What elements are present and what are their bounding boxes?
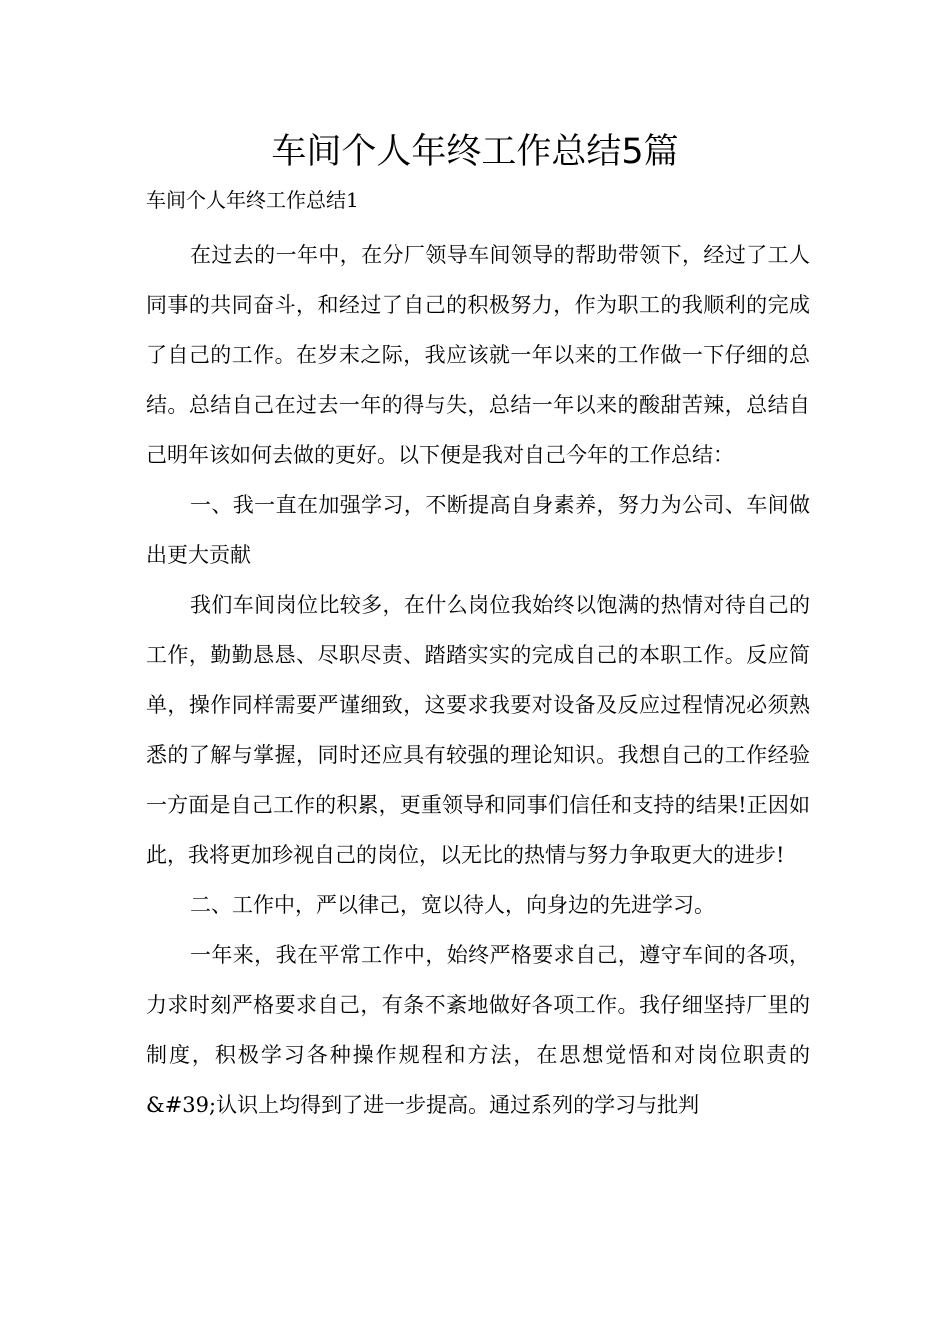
paragraph-heading-1: 一、我一直在加强学习，不断提高自身素养，努力为公司、车间做出更大贡献 bbox=[146, 493, 810, 567]
document-title: 车间个人年终工作总结5篇 bbox=[271, 132, 679, 172]
document-body bbox=[146, 230, 810, 1130]
paragraph-discipline: 一年来，我在平常工作中，始终严格要求自己，遵守车间的各项，力求时刻严格要求自己，有条不紊地做好各项工作。我仔细坚持厂里的制度，积极学习各种操作规程和方法，在思想觉悟和对岗位职责的&#39;认识上均得到了进一步提高。通过系列的学习与批判 bbox=[146, 943, 810, 1117]
section-subtitle: 车间个人年终工作总结1 bbox=[146, 188, 359, 212]
paragraph-intro: 在过去的一年中，在分厂领导车间领导的帮助带领下，经过了工人同事的共同奋斗，和经过了自己的积极努力，作为职工的我顺利的完成了自己的工作。在岁末之际，我应该就一年以来的工作做一下仔细的总结。总结自己在过去一年的得与失，总结一年以来的酸甜苦辣，总结自己明年该如何去做的更好。以下便是我对自己今年的工作总结： bbox=[146, 243, 810, 467]
paragraph-work-attitude: 我们车间岗位比较多，在什么岗位我始终以饱满的热情对待自己的工作，勤勤恳恳、尽职尽责、踏踏实实的完成自己的本职工作。反应简单，操作同样需要严谨细致，这要求我要对设备及反应过程情况必须熟悉的了解与掌握，同时还应具有较强的理论知识。我想自己的工作经验一方面是自己工作的积累，更重领导和同事们信任和支持的结果!正因如此，我将更加珍视自己的岗位，以无比的热情与努力争取更大的进步! bbox=[146, 593, 810, 867]
paragraph-heading-2: 二、工作中，严以律己，宽以待人，向身边的先进学习。 bbox=[190, 893, 715, 917]
